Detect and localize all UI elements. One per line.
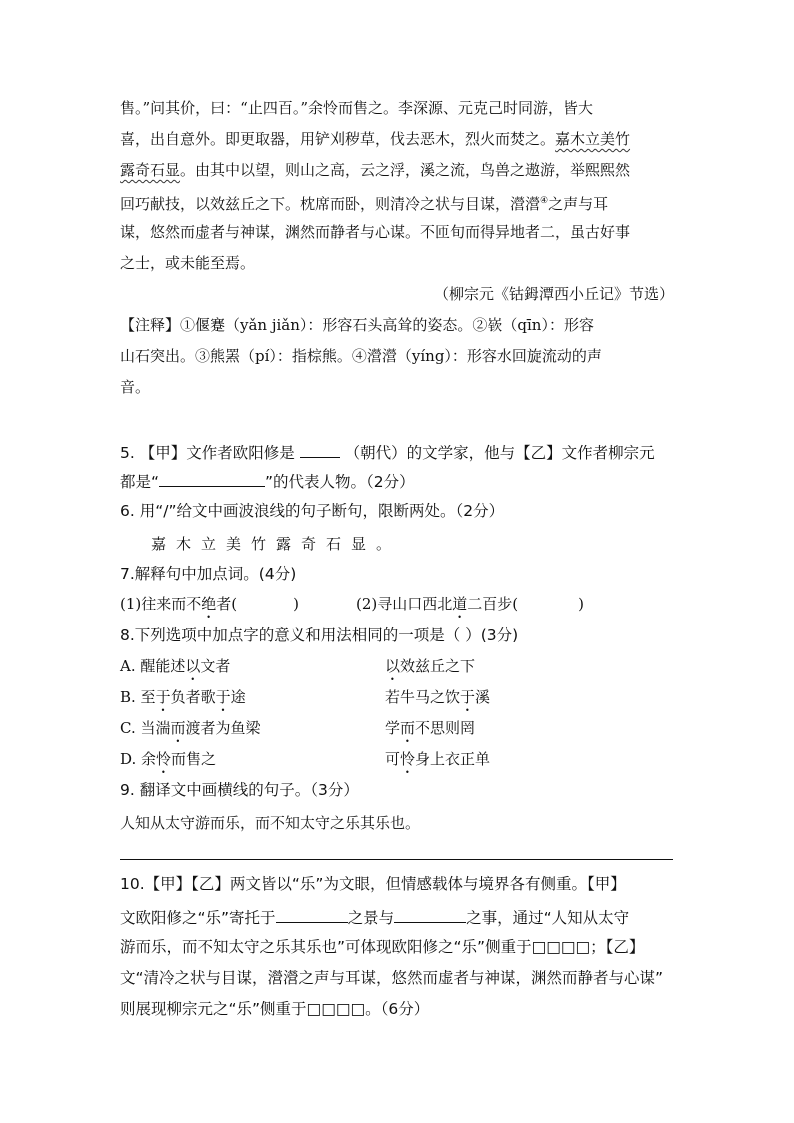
option-d-left xyxy=(120,749,216,777)
option-text: D. 余 xyxy=(120,750,157,768)
question-5-line-1 xyxy=(120,441,655,463)
dotted-word: 于 xyxy=(155,688,171,706)
option-c-left xyxy=(120,718,261,746)
question-text: 之景与 xyxy=(347,909,395,927)
option-text: 身上衣正单 xyxy=(415,750,491,768)
passage-text: 之声与耳 xyxy=(548,195,609,213)
option-text: 而售之 xyxy=(171,750,217,768)
option-text: 溪 xyxy=(475,688,491,706)
item-text: (2)寻山口西北 xyxy=(356,595,453,613)
answer-blank[interactable] xyxy=(276,906,348,923)
option-text: 可 xyxy=(385,750,401,768)
passage-source: （柳宗元《钴鉧潭西小丘记》节选） xyxy=(433,285,674,303)
question-8: 8.下列选项中加点字的意义和用法相同的一项是（ ）(3分) xyxy=(120,626,519,644)
option-text: 若牛马之饮 xyxy=(385,688,461,706)
passage-text: 谋，悠然而虚者与神谋，渊然而静者与心谋。不匝旬而得异地者二，虽古好事 xyxy=(120,223,631,241)
option-b-right xyxy=(385,687,490,715)
answer-blank[interactable] xyxy=(394,906,466,923)
passage-line-4 xyxy=(120,191,608,214)
question-7: 7.解释句中加点词。(4分) xyxy=(120,565,297,583)
question-10-line-3: 游而乐，而不知太守之乐其乐也”可体现欧阳修之“乐”侧重于□□□□；【乙】 xyxy=(120,938,645,956)
wavy-underlined-sentence: 嘉木立美竹 xyxy=(555,130,631,148)
option-text: 渡者为鱼梁 xyxy=(185,719,261,737)
question-7-item-2 xyxy=(356,594,584,622)
question-6-sentence: 嘉木立美竹露奇石显。 xyxy=(151,535,402,553)
question-10-line-4: 文“清冷之状与目谋，瀯瀯之声与耳谋，悠然而虚者与神谋，渊然而静者与心谋” xyxy=(120,969,664,987)
item-text: ) xyxy=(293,595,299,613)
option-text: A. 醒能述 xyxy=(120,657,186,675)
passage-line-3 xyxy=(120,160,630,180)
option-c-right xyxy=(385,718,475,746)
passage-text: 售。”问其价，曰：“止四百。”余怜而售之。李深源、元克己时同游，皆大 xyxy=(120,99,594,117)
note-line-1: 【注释】①偃蹇（yǎn jiǎn）：形容石头高耸的姿态。②嵚（qīn）：形容 xyxy=(120,316,594,334)
passage-line-6 xyxy=(120,253,255,273)
passage-text: 回巧献技，以效兹丘之下。枕席而卧，则清冷之状与目谋， xyxy=(120,195,511,213)
passage-line-5 xyxy=(120,222,630,242)
dotted-word: 怜 xyxy=(156,750,172,768)
dotted-word: 道 xyxy=(452,595,468,613)
item-text: 二百步( xyxy=(467,595,519,613)
item-text: (1)往来而不 xyxy=(120,595,202,613)
answer-blank[interactable] xyxy=(300,441,340,458)
option-text: B. 至 xyxy=(120,688,156,706)
dotted-word: 而 xyxy=(170,719,186,737)
question-7-item-1 xyxy=(120,594,299,622)
dotted-word: 于 xyxy=(215,688,231,706)
answer-line[interactable] xyxy=(120,859,673,860)
option-text: 文者 xyxy=(200,657,231,675)
option-text: 不思则罔 xyxy=(415,719,476,737)
passage-text: 喜，出自意外。即更取器，用铲刈秽草，伐去恶木，烈火而焚之。 xyxy=(120,130,556,148)
dotted-word: 怜 xyxy=(400,750,416,768)
passage-text: 。由其中以望，则山之高，云之浮，溪之流，鸟兽之遨游，举熙熙然 xyxy=(180,161,631,179)
question-10-line-5: 则展现柳宗元之“乐”侧重于□□□□。（6分） xyxy=(120,1000,430,1018)
item-text: 者( xyxy=(216,595,238,613)
option-text: 效兹丘之下 xyxy=(400,657,476,675)
option-b-left xyxy=(120,687,246,715)
answer-blank[interactable] xyxy=(159,470,265,487)
passage-line-1 xyxy=(120,98,593,118)
question-9-sentence: 人知从太守游而乐，而不知太守之乐其乐也。 xyxy=(120,814,421,832)
question-9: 9. 翻译文中画横线的句子。（3分） xyxy=(120,781,359,799)
option-text: 负者歌 xyxy=(170,688,216,706)
item-text: ) xyxy=(578,595,584,613)
note-line-3: 音。 xyxy=(120,378,151,396)
passage-text: 之士，或未能至焉。 xyxy=(120,254,256,272)
option-a-right xyxy=(385,656,475,684)
dotted-word: 于 xyxy=(460,688,476,706)
question-text: 5. 【甲】文作者欧阳修是 xyxy=(120,444,300,462)
passage-text: 瀯瀯 xyxy=(510,195,541,213)
footnote-marker: ④ xyxy=(540,196,549,206)
wavy-underlined-sentence: 露奇石显 xyxy=(120,161,181,179)
option-a-left xyxy=(120,656,230,684)
option-d-right xyxy=(385,749,490,777)
question-text: 文欧阳修之“乐”寄托于 xyxy=(120,909,276,927)
question-10-line-1: 10.【甲】【乙】两文皆以“乐”为文眼，但情感载体与境界各有侧重。【甲】 xyxy=(120,875,626,893)
question-text: 之事，通过“人知从太守 xyxy=(466,909,630,927)
question-text: ”的代表人物。（2分） xyxy=(265,473,415,491)
option-text: C. 当湍 xyxy=(120,719,171,737)
passage-line-2 xyxy=(120,129,630,149)
question-text: 都是“ xyxy=(120,473,160,491)
dotted-word: 绝 xyxy=(201,595,217,613)
question-6: 6. 用“/”给文中画波浪线的句子断句，限断两处。（2分） xyxy=(120,502,505,520)
question-10-line-2 xyxy=(120,906,629,928)
dotted-word: 以 xyxy=(185,657,201,675)
note-line-2: 山石突出。③熊罴（pí）：指棕熊。④瀯瀯（yíng）：形容水回旋流动的声 xyxy=(120,347,602,365)
question-5-line-2 xyxy=(120,470,415,492)
dotted-word: 而 xyxy=(400,719,416,737)
option-text: 途 xyxy=(230,688,246,706)
question-text: （朝代）的文学家，他与【乙】文作者柳宗元 xyxy=(339,444,655,462)
dotted-word: 以 xyxy=(385,657,401,675)
option-text: 学 xyxy=(385,719,401,737)
